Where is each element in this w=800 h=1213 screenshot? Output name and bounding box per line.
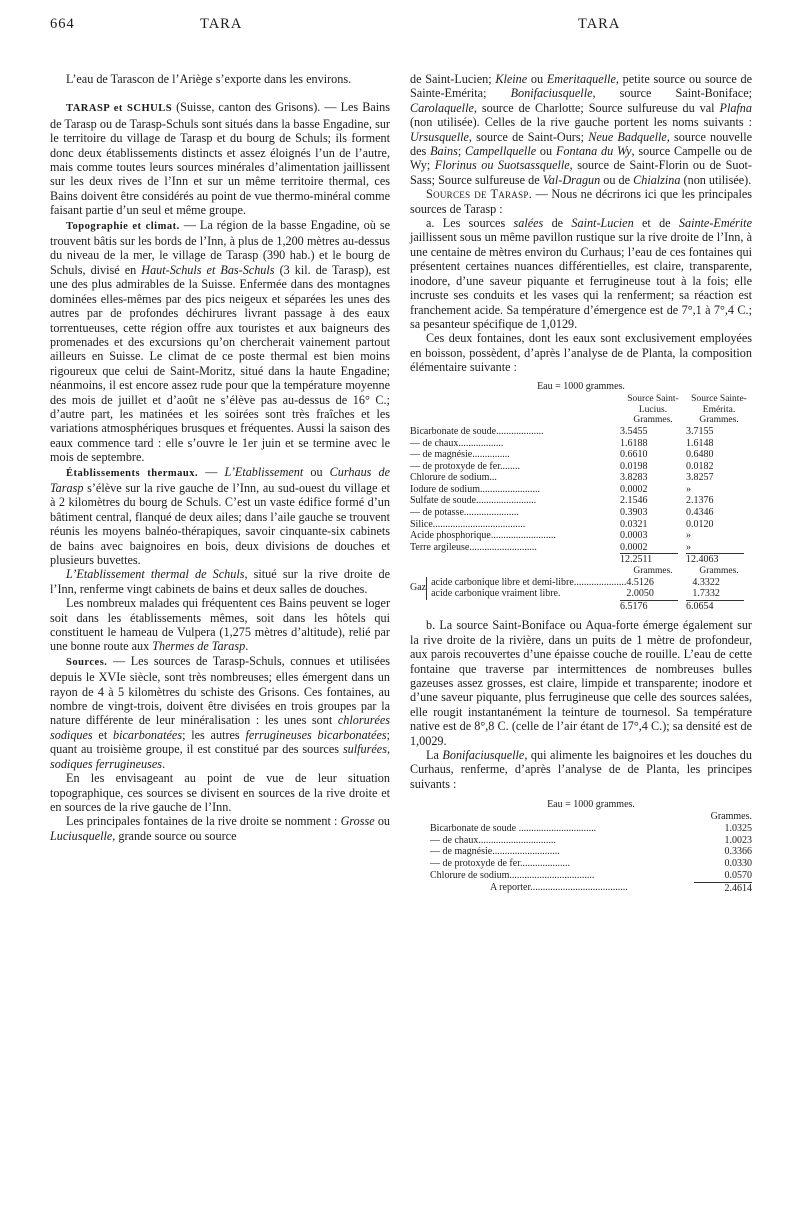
cell-value: 0.0570 — [724, 870, 752, 882]
table-header: Source Saint-Lucius. Source Sainte-Emérita. — [627, 394, 747, 415]
paragraph: La Bonifaciusquelle, qui alimente les baignoires et les douches du Curhaus, renferme, d’après l’analyse de de Planta, les principes suivants : — [410, 748, 752, 791]
table-row — [410, 542, 752, 554]
row-label: — de magnésie............... — [410, 449, 510, 461]
row-label: Silice..................................... — [410, 518, 526, 530]
row-label: — de protoxyde de fer........ — [410, 460, 520, 472]
cell-value: 2.1376 — [686, 495, 714, 507]
cell-value: 0.0321 — [620, 518, 648, 530]
table-row — [430, 823, 752, 835]
row-label: — de protoxyde de fer.................... — [430, 858, 570, 870]
cell-value: » — [686, 541, 691, 553]
table-row — [430, 835, 752, 847]
paragraph: a. Les sources salées de Saint-Lucien et de Sainte-Emérite jaillissent sous un même pavillon rustique sur la rive droite de l’Inn, à une centaine de mètres environ du Curhaus; l’eau de ces fontaines qui présentent certaines nuances différentielles, est claire, transparente, inodore, d’une saveur piquante et ferrugineuse tout à la fois; elle incruste ses conduits et les vases qui la renferment; sa réaction est franchement acide. Sa température d’émergence est de 7°,1 à 7°,4 C.; sa pesanteur spécifique de 1,0129. — [410, 216, 752, 331]
cell-value: 3.5455 — [620, 425, 648, 437]
cell-value: 0.0182 — [686, 460, 714, 472]
table-row — [410, 461, 752, 473]
cell-value: 3.7155 — [686, 425, 714, 437]
cell-value: 1.0023 — [724, 834, 752, 846]
row-label: — de magnésie........................... — [430, 846, 560, 858]
cell-value: 2.1546 — [620, 495, 648, 507]
subsection-heading: Établissements thermaux. — [66, 467, 199, 479]
table-units: Grammes. Grammes. — [633, 415, 739, 426]
table-caption: Eau = 1000 grammes. — [547, 799, 635, 811]
table-row — [410, 472, 752, 484]
paragraph: En les envisageant au point de vue de leur situation topographique, ces sources se divisent en sources de la rive droite et en sources de la rive gauche de l’Inn. — [50, 771, 390, 814]
row-label: Chlorure de sodium... — [410, 472, 497, 484]
paragraph: b. La source Saint-Boniface ou Aqua-forte émerge également sur la rive droite de la rivière, dans un puits de 1 mètre de profondeur, aux parois recouvertes d’une épaisse couche de rouille. L’eau de cette fontaine que traverse par intermittences de nombreuses bulles gazeuses assez grosses, est claire, limpide et transparente; inodore et d’une saveur piquante, plus ferrugineuse que celle des sources salées, elle rougit instantanément la teinture de tournesol. Sa température native est de 8°,8 C. (celle de l’air étant de 17°,4 C.); sa densité est de 1,0029. — [410, 618, 752, 748]
cell-value: 0.3903 — [620, 507, 648, 519]
cell-value: 0.6610 — [620, 449, 648, 461]
paragraph: Topographie et climat. — La région de la basse Engadine, où se trouvent bâtis sur les bords de l’Inn, à plus de 1,200 mètres au-dessus du niveau de la mer, le village de Tarasp (390 hab.) et le bourg de Schuls, divisé en Haut-Schuls et Bas-Schuls (3 kil. de Tarasp), est une des plus admirables de la Suisse. Enfermée dans des montagnes dominées elles-mêmes par des pics neigeux et séparées les unes des autres par de profondes déchirures livrant passage à des eaux torrentueuses, cette région offre aux touristes et aux baigneurs des promenades et des excursions qu’on chercherait vainement partout ailleurs en Suisse. Le climat de ce poste thermal est bien moins rigoureux que celui de Saint-Moritz, situé dans la haute Engadine; néanmoins, il est encore assez rude pour que la température moyenne des mois de juillet et d’août ne s’élève pas au-dessus de 16° C.; d’autre part, les matinées et les soirées sont très fraîches et les variations atmosphériques brusques et fréquentes. Aussi la saison des eaux commence tard : elle s’ouvre le 1er juin et se termine avec le mois de septembre. — [50, 217, 390, 465]
cell-value: 4.3322 — [692, 576, 720, 588]
table-row — [430, 870, 752, 882]
cell-value: 0.3366 — [724, 846, 752, 858]
table-unit: Grammes. — [710, 811, 752, 823]
row-label: Chlorure de sodium.................................. — [430, 870, 595, 882]
running-title-right: TARA — [578, 16, 621, 32]
cell-value: 1.6188 — [620, 437, 648, 449]
table-row — [410, 495, 752, 507]
cell-value: 1.6148 — [686, 437, 714, 449]
cell-value: 0.0002 — [620, 483, 648, 495]
paragraph: Établissements thermaux. — L’Etablissement ou Curhaus de Tarasp s’élève sur la rive gauche de l’Inn, au sud-ouest du village et à 2 kilomètres du bourg de Schuls. C’est un vaste édifice formé d’un bâtiment central, flanqué de deux ailes; dans l’aile gauche se trouvent réunis les moyens balnéo-thérapiques, savoir cinquante-six cabinets de bains avec baignoires en bois, deux divisions de douches et plusieurs buvettes. — [50, 464, 391, 567]
paragraph: Les nombreux malades qui fréquentent ces Bains peuvent se loger soit dans les établissements mêmes, soit dans les hôtels qui constituent le hameau de Vulpera (1,275 mètres d’altitude), relié par une bonne route aux Thermes de Tarasp. — [50, 596, 390, 654]
row-label: — de chaux.................. — [410, 437, 504, 449]
cell-value: 0.0003 — [620, 530, 648, 542]
paragraph: L’Etablissement thermal de Schuls, situé sur la rive droite de l’Inn, renferme vingt cabinets de bains et deux salles de douches. — [50, 567, 390, 596]
table-row — [410, 530, 752, 542]
carry-over-row: A reporter....................................... 2.4614 — [490, 881, 752, 894]
page-number: 664 — [50, 16, 75, 32]
table-row — [431, 577, 758, 589]
table-total-row: 12.2511 12.4063 — [410, 553, 752, 566]
paragraph: Sources. — Les sources de Tarasp-Schuls, connues et utilisées depuis le XVIe siècle, sont très nombreuses; elles émergent dans un rayon de 4 à 5 kilomètres du schiste des Grisons. Ces fontaines, au nombre de vingt-trois, doivent être divisées en trois groupes par la nature différente de leur minéralisation : les unes sont chlorurées sodiques et bicarbonatées; les autres ferrugineuses bicarbonatées; quant au troisième groupe, il est constitué par des sources sulfurées, sodiques ferrugineuses. — [50, 653, 390, 771]
table-row — [430, 846, 752, 858]
cell-value: 0.4346 — [686, 507, 714, 519]
paragraph: de Saint-Lucien; Kleine ou Emeritaquelle, petite source ou source de Sainte-Emérita; Bonifaciusquelle, source Saint-Boniface; Carolaquelle, source de Charlotte; Source sulfureuse du val Plafna (non utilisée). Celles de la rive gauche portent les noms suivants : Ursusquelle, source de Saint-Ours; Neue Badquelle, source nouvelle des Bains; Campellquelle ou Fontana du Wy, source Campelle ou de Wy; Florinus ou Suotsassquelle, source de Saint-Florin ou de Suot-Sass; Source sulfureuse de Val-Dragun ou de Chialzina (non utilisée). — [410, 72, 753, 187]
table-caption: Eau = 1000 grammes. — [537, 380, 625, 392]
cell-value: » — [686, 483, 691, 495]
table-row — [410, 449, 752, 461]
table-row — [431, 588, 758, 600]
table-units: Grammes. Grammes. — [633, 566, 739, 577]
paragraph: Les principales fontaines de la rive droite se nomment : Grosse ou Luciusquelle, grande source ou source — [50, 814, 390, 843]
table-row — [430, 858, 752, 870]
running-title-left: TARA — [200, 16, 243, 32]
analysis-table-boniface — [410, 799, 752, 894]
right-column — [410, 72, 752, 895]
cell-value: 4.5126 — [626, 576, 654, 588]
table-body — [430, 823, 752, 882]
row-label: Iodure de sodium........................ — [410, 483, 540, 495]
cell-value: 0.0002 — [620, 541, 648, 553]
row-label: Acide phosphorique.......................... — [410, 530, 556, 542]
left-column — [50, 72, 390, 843]
cell-value: 0.0330 — [724, 858, 752, 870]
row-label: Terre argileuse........................... — [410, 541, 537, 553]
table-row — [410, 484, 752, 496]
section-heading: TARASP et SCHULS — [66, 103, 173, 115]
gas-group: Gaz acide carbonique libre et demi-libre..................... 4.5126 4.3322 acide carbonique vraiment libre. 2.0050 1.7332 — [410, 577, 752, 600]
table-row — [410, 519, 752, 531]
analysis-table-salt-springs — [410, 381, 752, 613]
table-row — [410, 507, 752, 519]
row-label: acide carbonique vraiment libre. — [431, 588, 561, 600]
subsection-heading: Sources de Tarasp. — [426, 187, 533, 202]
cell-value: 2.0050 — [626, 588, 654, 600]
row-label: acide carbonique libre et demi-libre..................... — [431, 576, 627, 588]
paragraph: Ces deux fontaines, dont les eaux sont exclusivement employées en boisson, possèdent, d’après l’analyse de de Planta, la composition élémentaire suivante : — [410, 331, 752, 375]
cell-value: 3.8257 — [686, 472, 714, 484]
cell-value: 1.0325 — [724, 822, 752, 834]
table-body — [410, 426, 752, 554]
table-row — [410, 438, 752, 450]
paragraph: TARASP et SCHULS (Suisse, canton des Grisons). — Les Bains de Tarasp ou de Tarasp-Schuls sont situés dans la basse Engadine, sur le territoire du village de Tarasp et du bourg de Schuls; ils forment donc deux établissements distincts et assez éloignés l’un de l’autre, mais comme toutes leurs sources minérales d’alimentation jaillissent sur les deux rives de l’Inn et sur un même territoire thermal, ces Bains doivent être considérés au point de vue thermo-minéral comme faisant partie d’un seul et même groupe. — [50, 100, 390, 218]
cell-value: 1.7332 — [692, 588, 720, 600]
cell-value: 0.6480 — [686, 449, 714, 461]
row-label: — de chaux............................... — [430, 834, 556, 846]
cell-value: 0.0120 — [686, 518, 714, 530]
row-label: — de potasse...................... — [410, 507, 519, 519]
subsection-heading: Topographie et climat. — [66, 220, 180, 232]
table-total-row: 6.5176 6.0654 — [410, 600, 752, 613]
cell-value: 0.0198 — [620, 460, 648, 472]
subsection-heading: Sources. — [66, 656, 108, 668]
row-label: Sulfate de soude........................ — [410, 495, 537, 507]
cell-value: » — [686, 530, 691, 542]
paragraph: Sources de Tarasp. — Nous ne décrirons ici que les principales sources de Tarasp : — [410, 187, 752, 216]
paragraph: L’eau de Tarascon de l’Ariège s’exporte dans les environs. — [66, 72, 352, 86]
row-label: Bicarbonate de soude................... — [410, 425, 544, 437]
table-row — [410, 426, 752, 438]
row-label: Bicarbonate de soude ............................... — [430, 822, 597, 834]
cell-value: 3.8283 — [620, 472, 648, 484]
